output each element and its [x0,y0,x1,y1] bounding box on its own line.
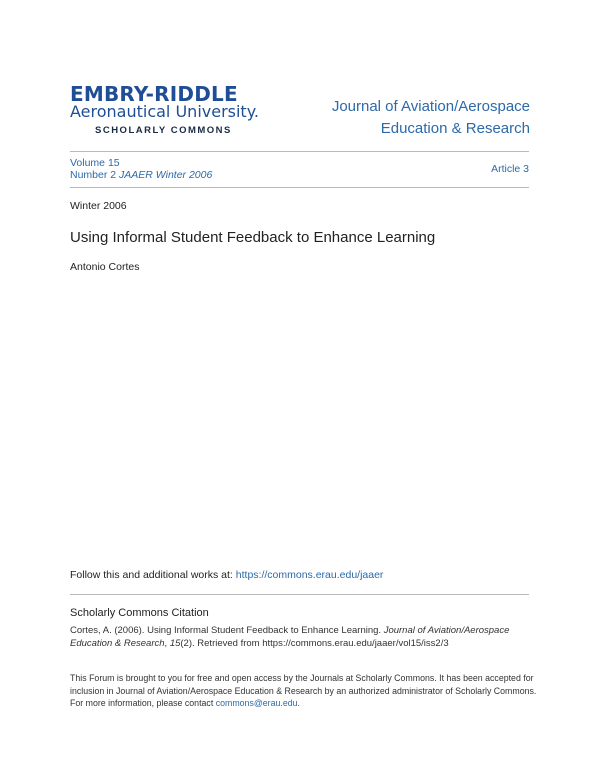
citation-volume: 15 [169,638,181,649]
journal-title-line2: Education & Research [380,120,530,137]
citation-text [70,624,540,650]
forum-notice [70,672,540,710]
logo-scholarly-commons: SCHOLARLY COMMONS [95,125,232,136]
citation-heading: Scholarly Commons Citation [70,607,209,619]
journal-title-line1: Journal of Aviation/Aerospace [331,98,530,115]
forum-end: . [297,698,300,708]
volume-label: Volume 15 [70,157,120,169]
divider-mid [70,187,529,188]
issue-info[interactable] [70,157,212,181]
follow-link[interactable]: https://commons.erau.edu/jaaer [235,569,384,581]
article-label[interactable]: Article 3 [491,163,529,175]
citation-sep: , [164,638,170,649]
logo-university-subtitle: Aeronautical University. [70,102,259,121]
citation-part2: (2). Retrieved from https://commons.erau.edu/jaaer/vol15/iss2/3 [180,638,449,649]
forum-text: This Forum is brought to you for free and open access by the Journals at Scholarly Commons. It has been accepted for inclusion in Journal of Aviation/Aerospace Education & Research by an authorized administrator of Scholarly Commons. For more information, please contact [70,673,537,708]
number-label: Number 2 [70,169,117,181]
journal-title[interactable] [332,96,530,140]
logo-university-name: EMBRY-RIDDLE [70,82,238,106]
publication-date: Winter 2006 [70,200,127,212]
contact-email-link[interactable]: commons@erau.edu [215,698,298,708]
citation-part1: Cortes, A. (2006). Using Informal Student Feedback to Enhance Learning. [70,625,382,636]
erau-logo [70,83,285,138]
follow-line [70,569,383,581]
follow-text: Follow this and additional works at: [70,569,233,581]
divider-top [70,151,529,152]
article-title: Using Informal Student Feedback to Enhance Learning [70,229,436,246]
divider-bottom [70,594,529,595]
author-name: Antonio Cortes [70,261,140,273]
citation-journal: Journal of Aviation/Aerospace Education & Research [70,625,510,649]
issue-name: JAAER Winter 2006 [119,169,213,181]
